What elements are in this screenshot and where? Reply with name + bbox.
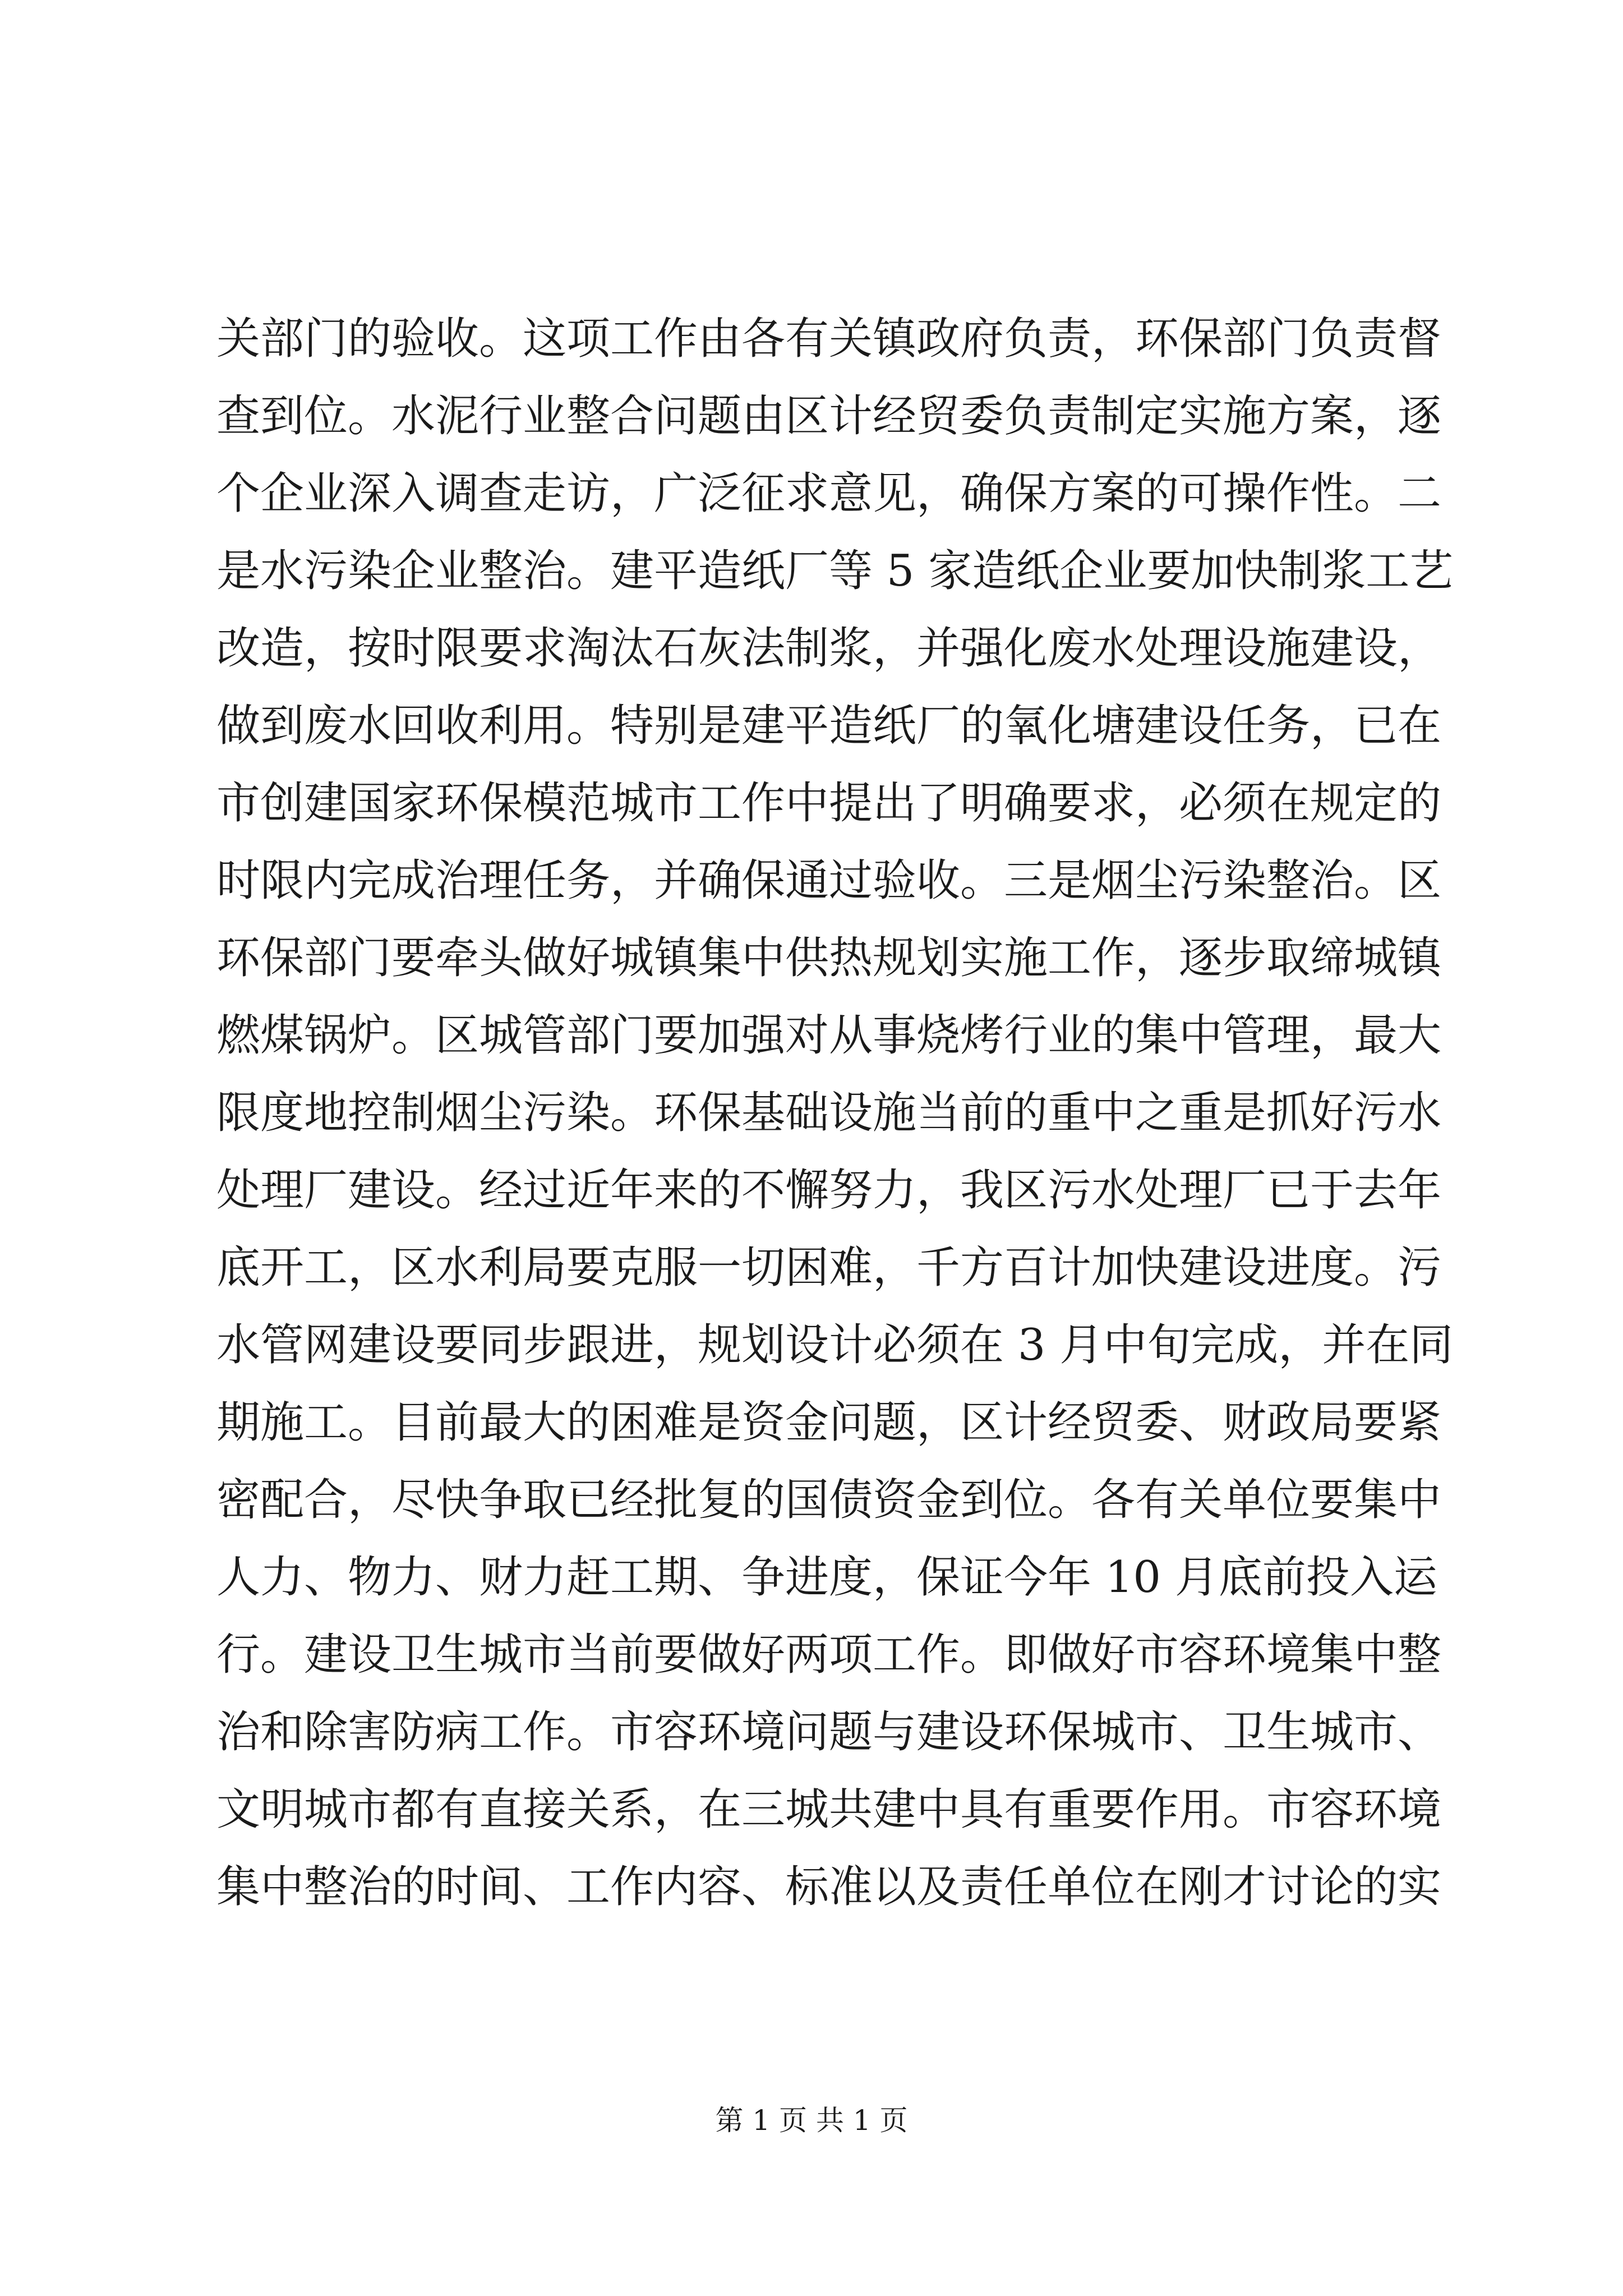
text-line: 密配合，尽快争取已经批复的国债资金到位。各有关单位要集中 <box>216 1475 1442 1525</box>
text-line: 底开工，区水利局要克服一切困难，千方百计加快建设进度。污 <box>216 1243 1442 1293</box>
text-line: 水管网建设要同步跟进，规划设计必须在 3 月中旬完成，并在同 <box>216 1320 1454 1370</box>
text-line: 做到废水回收利用。特别是建平造纸厂的氧化塘建设任务，已在 <box>216 701 1442 751</box>
text-line: 文明城市都有直接关系，在三城共建中具有重要作用。市容环境 <box>216 1784 1442 1835</box>
text-line: 人力、物力、财力赶工期、争进度，保证今年 10 月底前投入运 <box>216 1552 1437 1603</box>
text-line: 集中整治的时间、工作内容、标准以及责任单位在刚才讨论的实 <box>216 1862 1442 1912</box>
text-line: 期施工。目前最大的困难是资金问题，区计经贸委、财政局要紧 <box>216 1397 1442 1448</box>
text-line: 查到位。水泥行业整合问题由区计经贸委负责制定实施方案，逐 <box>216 391 1442 441</box>
text-line: 时限内完成治理任务，并确保通过验收。三是烟尘污染整治。区 <box>216 855 1442 906</box>
text-line: 行。建设卫生城市当前要做好两项工作。即做好市容环境集中整 <box>216 1630 1442 1680</box>
page-footer: 第 1 页 共 1 页 <box>715 2104 908 2137</box>
body-text <box>216 300 1454 1926</box>
text-line: 限度地控制烟尘污染。环保基础设施当前的重中之重是抓好污水 <box>216 1088 1442 1138</box>
text-line: 关部门的验收。这项工作由各有关镇政府负责，环保部门负责督 <box>216 314 1442 364</box>
text-line: 治和除害防病工作。市容环境问题与建设环保城市、卫生城市、 <box>216 1707 1442 1757</box>
text-line: 处理厂建设。经过近年来的不懈努力，我区污水处理厂已于去年 <box>216 1165 1442 1216</box>
text-line: 是水污染企业整治。建平造纸厂等 5 家造纸企业要加快制浆工艺 <box>216 546 1454 596</box>
text-line: 个企业深入调查走访，广泛征求意见，确保方案的可操作性。二 <box>216 468 1442 519</box>
text-line: 市创建国家环保模范城市工作中提出了明确要求，必须在规定的 <box>216 778 1442 829</box>
text-line: 环保部门要牵头做好城镇集中供热规划实施工作，逐步取缔城镇 <box>216 933 1442 983</box>
text-line: 燃煤锅炉。区城管部门要加强对从事烧烤行业的集中管理，最大 <box>216 1010 1442 1061</box>
text-line: 改造，按时限要求淘汰石灰法制浆，并强化废水处理设施建设， <box>216 623 1442 674</box>
